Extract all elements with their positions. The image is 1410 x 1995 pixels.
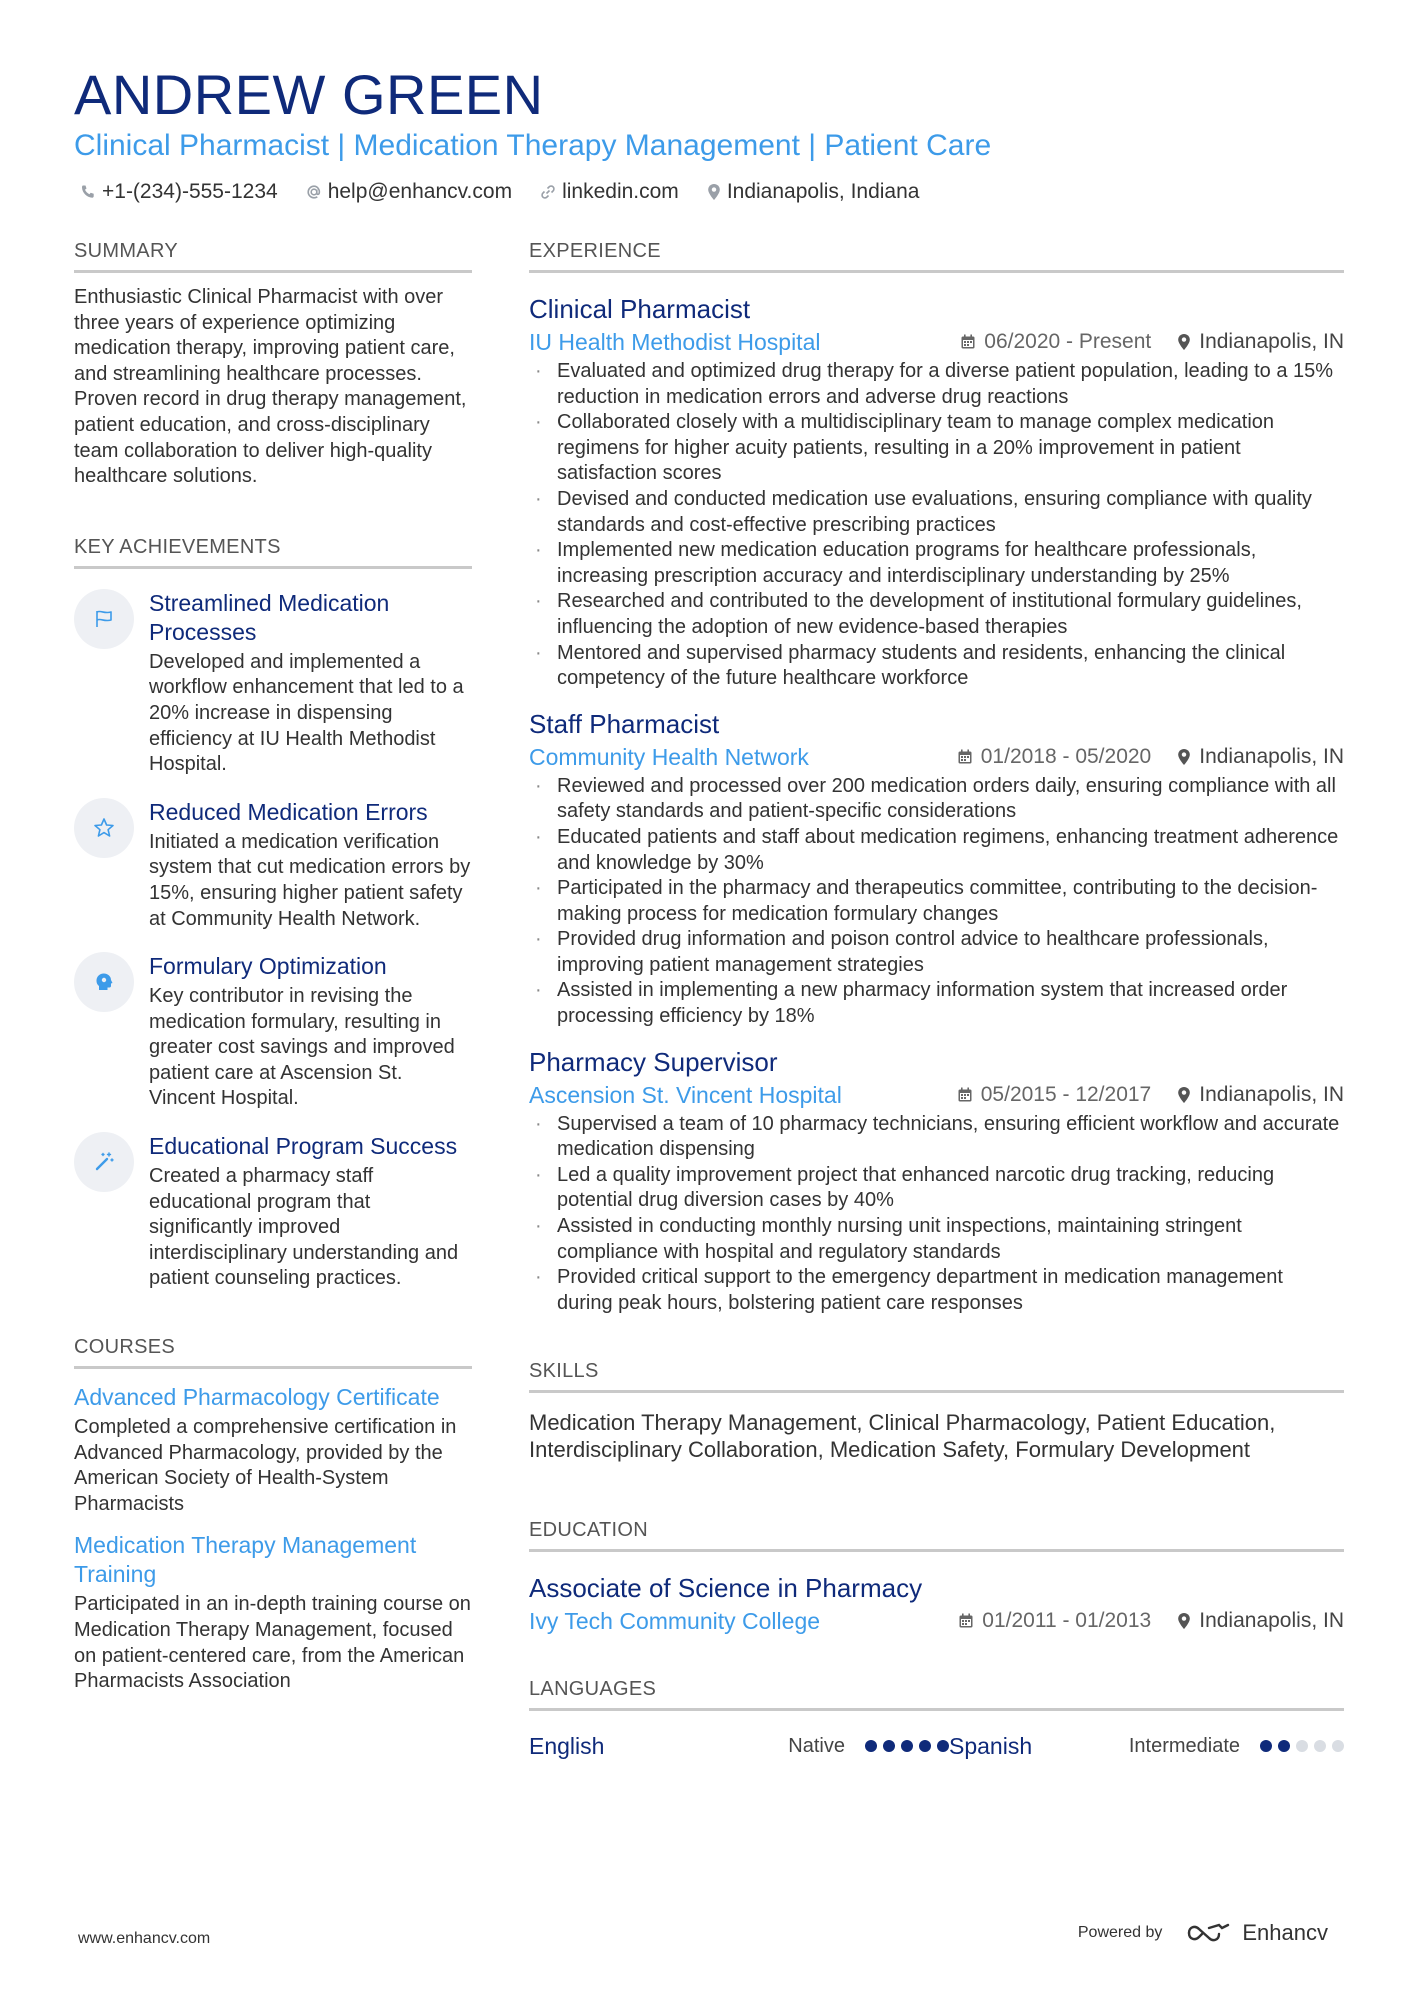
bullet-item: · Supervised a team of 10 pharmacy technicians, ensuring efficient workflow and accurate medication dispensing xyxy=(529,1112,1344,1163)
languages-section xyxy=(529,1676,1344,1761)
achievement-desc: Developed and implemented a workflow enhancement that led to a 20% increase in dispensing efficiency at IU Health Methodist Hospital. xyxy=(149,650,464,776)
wand-icon xyxy=(74,1132,134,1192)
linkedin-text: linkedin.com xyxy=(562,180,679,203)
job-location: Indianapolis, IN xyxy=(1177,745,1344,769)
rating-dot xyxy=(1278,1740,1290,1752)
achievement-item xyxy=(74,589,472,778)
job-entry xyxy=(529,293,1344,692)
job-bullets xyxy=(529,1112,1344,1317)
job-dates: 06/2020 - Present xyxy=(960,330,1151,354)
left-column xyxy=(74,238,472,1695)
location-icon xyxy=(1177,1612,1191,1630)
job-title: Clinical Pharmacist xyxy=(529,294,751,324)
job-location: Indianapolis, IN xyxy=(1177,1083,1344,1107)
rating-dot xyxy=(865,1740,877,1752)
achievement-desc: Key contributor in revising the medication formulary, resulting in greater cost savings and improved patient care at Ascension St. Vincent Hospital. xyxy=(149,985,455,1110)
skills-heading: SKILLS xyxy=(529,1358,1344,1393)
bullet-item: · Mentored and supervised pharmacy students and residents, enhancing the clinical competency of the future healthcare workforce xyxy=(529,641,1344,692)
phone-icon xyxy=(80,184,96,200)
bullet-item: · Led a quality improvement project that enhanced narcotic drug tracking, reducing potential drug diversion cases by 40% xyxy=(529,1163,1344,1214)
school-name: Ivy Tech Community College xyxy=(529,1608,821,1635)
skills-text: Medication Therapy Management, Clinical Pharmacology, Patient Education, Interdisciplinary Collaboration, Medication Safety, Formulary Development xyxy=(529,1410,1276,1463)
achievement-title: Reduced Medication Errors xyxy=(149,798,428,825)
achievement-item xyxy=(74,798,472,932)
enhancv-logo[interactable] xyxy=(1186,1920,1328,1946)
company-name: Ascension St. Vincent Hospital xyxy=(529,1081,842,1108)
course-item xyxy=(74,1383,472,1517)
footer-website[interactable]: www.enhancv.com xyxy=(78,1930,211,1947)
rating-dot xyxy=(1314,1740,1326,1752)
location-icon xyxy=(1177,1086,1191,1104)
achievement-item xyxy=(74,1132,472,1292)
bullet-item: · Collaborated closely with a multidisciplinary team to manage complex medication regimens for higher acuity patients, resulting in a 20% improvement in patient satisfaction scores xyxy=(529,410,1344,487)
job-dates: 01/2018 - 05/2020 xyxy=(957,745,1151,769)
language-name: Spanish xyxy=(949,1732,1033,1759)
course-desc: Completed a comprehensive certification in Advanced Pharmacology, provided by the American Society of Health-System Pharmacists xyxy=(74,1416,457,1515)
contact-phone[interactable] xyxy=(80,178,278,206)
calendar-icon xyxy=(960,334,976,350)
company-name: Community Health Network xyxy=(529,743,809,770)
footer-branding xyxy=(1078,1920,1328,1946)
achievements-heading: KEY ACHIEVEMENTS xyxy=(74,534,472,569)
skills-section xyxy=(529,1358,1344,1463)
bullet-item: · Provided drug information and poison control advice to healthcare professionals, improving patient management strategies xyxy=(529,927,1344,978)
calendar-icon xyxy=(957,1087,973,1103)
experience-heading: EXPERIENCE xyxy=(529,238,1344,273)
achievements-section xyxy=(74,534,472,1292)
job-dates: 05/2015 - 12/2017 xyxy=(957,1083,1151,1107)
language-level: Native xyxy=(788,1734,845,1757)
company-name: IU Health Methodist Hospital xyxy=(529,329,821,355)
candidate-name: ANDREW GREEN xyxy=(74,63,544,126)
language-item xyxy=(949,1733,1344,1760)
language-level: Intermediate xyxy=(1128,1734,1240,1757)
summary-heading: SUMMARY xyxy=(74,238,472,273)
bullet-item: · Implemented new medication education programs for healthcare professionals, increasing prescription accuracy and interdisciplinary understanding by 25% xyxy=(529,538,1344,589)
job-bullets xyxy=(529,359,1344,692)
language-rating xyxy=(859,1740,949,1752)
brand-name: Enhancv xyxy=(1242,1920,1328,1945)
education-section xyxy=(529,1517,1344,1636)
course-desc: Participated in an in-depth training course on Medication Therapy Management, focused on patient-centered care, from the American Pharmacists Association xyxy=(74,1593,471,1693)
rating-dot xyxy=(901,1740,913,1752)
achievement-item xyxy=(74,952,472,1112)
course-title: Medication Therapy Management Training xyxy=(74,1532,417,1588)
bullet-item: · Researched and contributed to the development of institutional formulary guidelines, influencing the adoption of new evidence-based therapies xyxy=(529,589,1344,640)
experience-section xyxy=(529,238,1344,1316)
achievement-desc: Initiated a medication verification system that cut medication errors by 15%, ensuring higher patient safety at Community Health Network. xyxy=(149,830,471,930)
courses-section xyxy=(74,1334,472,1695)
rating-dot xyxy=(883,1740,895,1752)
at-icon xyxy=(306,184,322,200)
language-item xyxy=(529,1733,949,1760)
job-location: Indianapolis, IN xyxy=(1177,330,1344,354)
phone-text: +1-(234)-555-1234 xyxy=(102,180,278,203)
bullet-item: · Assisted in conducting monthly nursing unit inspections, maintaining stringent compliance with hospital and regulatory standards xyxy=(529,1214,1344,1265)
contact-email[interactable] xyxy=(306,178,512,206)
courses-heading: COURSES xyxy=(74,1334,472,1369)
location-text: Indianapolis, Indiana xyxy=(726,180,920,203)
language-rating xyxy=(1254,1740,1344,1752)
right-column xyxy=(529,238,1344,1761)
job-entry xyxy=(529,1046,1344,1317)
link-icon xyxy=(540,184,556,200)
bullet-item: · Devised and conducted medication use evaluations, ensuring compliance with quality standards and cost-effective prescribing practices xyxy=(529,487,1344,538)
contact-location xyxy=(707,178,920,206)
language-name: English xyxy=(529,1732,605,1759)
rating-dot xyxy=(1260,1740,1272,1752)
calendar-icon xyxy=(958,1613,974,1629)
head-icon xyxy=(74,952,134,1012)
rating-dot xyxy=(1296,1740,1308,1752)
achievement-desc: Created a pharmacy staff educational program that significantly improved interdisciplinary understanding and patient counseling practices. xyxy=(149,1165,459,1290)
course-item xyxy=(74,1531,472,1694)
job-title: Staff Pharmacist xyxy=(529,708,720,739)
summary-text: Enthusiastic Clinical Pharmacist with over three years of experience optimizing medication therapy, improving patient care, and streamlining healthcare processes. Proven record in drug therapy management, patient education, and cross-disciplinary team collaboration to deliver high-quality healthcare solutions. xyxy=(74,286,467,488)
job-entry xyxy=(529,708,1344,1030)
powered-by-label: Powered by xyxy=(1077,1924,1163,1941)
achievement-title: Educational Program Success xyxy=(149,1133,458,1160)
rating-dot xyxy=(937,1740,949,1752)
bullet-item: · Assisted in implementing a new pharmacy information system that increased order processing efficiency by 18% xyxy=(529,978,1344,1029)
contact-linkedin[interactable] xyxy=(540,178,679,206)
calendar-icon xyxy=(957,749,973,765)
education-location: Indianapolis, IN xyxy=(1177,1609,1344,1633)
rating-dot xyxy=(919,1740,931,1752)
location-icon xyxy=(1177,748,1191,766)
education-heading: EDUCATION xyxy=(529,1517,1344,1552)
education-item xyxy=(529,1572,1344,1636)
location-icon xyxy=(707,183,721,201)
email-text: help@enhancv.com xyxy=(327,180,513,203)
course-title: Advanced Pharmacology Certificate xyxy=(74,1384,440,1411)
bullet-item: · Evaluated and optimized drug therapy for a diverse patient population, leading to a 15% reduction in medication errors and adverse drug reactions xyxy=(529,359,1344,410)
location-icon xyxy=(1177,333,1191,351)
languages-heading: LANGUAGES xyxy=(529,1676,1344,1711)
job-title: Pharmacy Supervisor xyxy=(529,1046,778,1077)
rating-dot xyxy=(1332,1740,1344,1752)
star-icon xyxy=(74,798,134,858)
contact-bar xyxy=(80,178,947,206)
bullet-item: · Educated patients and staff about medication regimens, enhancing treatment adherence and knowledge by 30% xyxy=(529,825,1344,876)
education-dates: 01/2011 - 01/2013 xyxy=(958,1609,1151,1633)
flag-icon xyxy=(74,589,134,649)
bullet-item: · Participated in the pharmacy and therapeutics committee, contributing to the decision-making process for medication formulary changes xyxy=(529,876,1344,927)
degree-title: Associate of Science in Pharmacy xyxy=(529,1573,923,1604)
achievement-title: Formulary Optimization xyxy=(149,953,387,980)
summary-section xyxy=(74,238,472,490)
bullet-item: · Reviewed and processed over 200 medication orders daily, ensuring compliance with all safety standards and patient-specific considerations xyxy=(529,774,1344,825)
job-bullets xyxy=(529,774,1344,1030)
headline: Clinical Pharmacist | Medication Therapy Management | Patient Care xyxy=(74,129,992,162)
bullet-item: · Provided critical support to the emergency department in medication management during peak hours, bolstering patient care responses xyxy=(529,1265,1344,1316)
enhancv-logo-icon xyxy=(1186,1921,1232,1945)
achievement-title: Streamlined Medication Processes xyxy=(149,589,390,645)
